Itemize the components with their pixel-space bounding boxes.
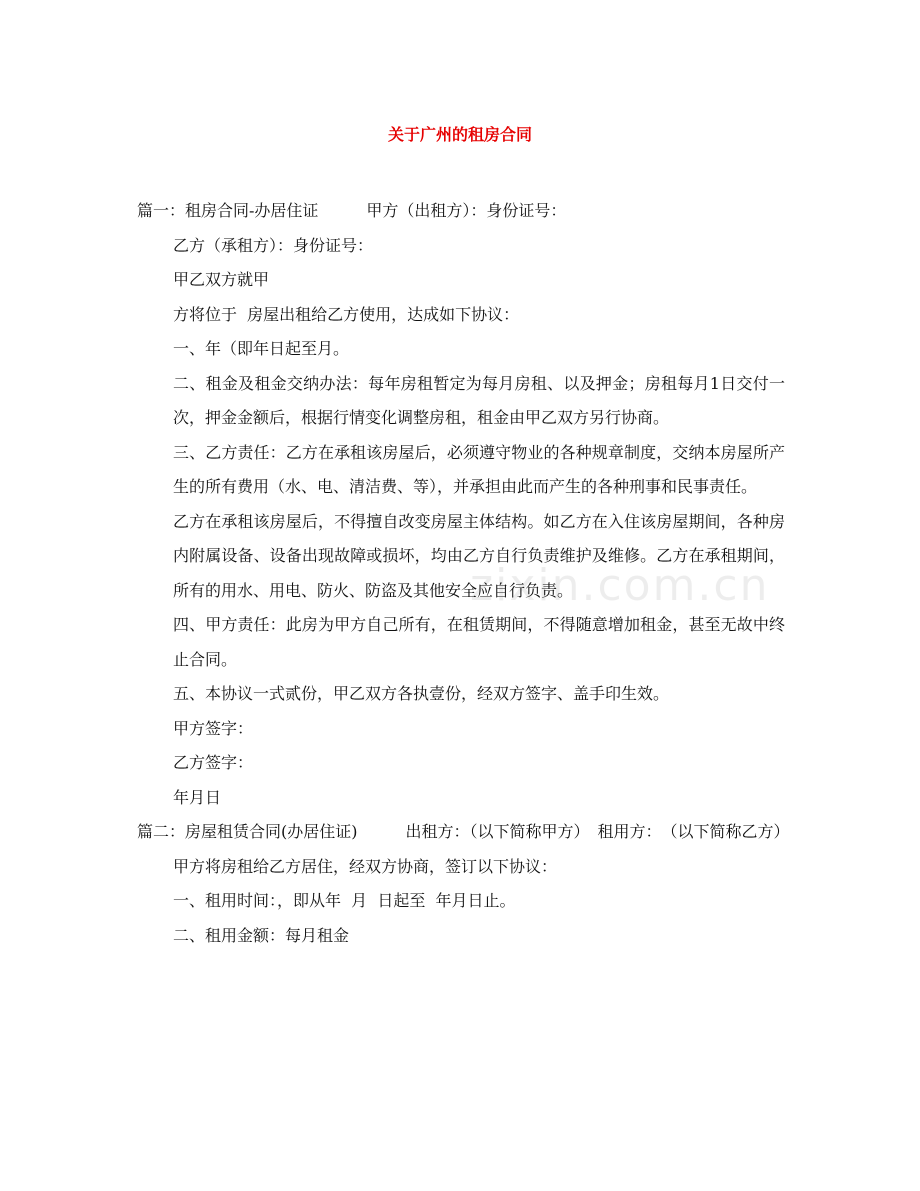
clause-2: 二、租金及租金交纳办法：每年房租暂定为每月房租、以及押金；房租每月1日交付一次，押金金额后，根据行情变化调整房租，租金由甲乙双方另行协商。: [173, 373, 785, 427]
party-b-signature: 乙方签字：: [173, 753, 254, 772]
watermark: zixin.com.cn: [470, 560, 770, 611]
clause-2: 二、租用金额：每月租金: [173, 925, 350, 945]
signature-date: 年月日: [173, 787, 222, 807]
paragraph: 甲乙双方就甲: [173, 270, 270, 289]
paragraph: 甲方将房租给乙方居住，经双方协商，签订以下协议：: [173, 856, 558, 876]
paragraph: 方将位于 房屋出租给乙方使用，达成如下协议：: [173, 304, 520, 324]
section-heading-2: 篇二：房屋租赁合同(办居住证) 出租方：（以下简称甲方） 租用方： （以下简称乙方）: [137, 822, 790, 841]
document-title: 关于广州的租房合同: [387, 125, 532, 144]
section-heading-1: 篇一：租房合同-办居住证 甲方（出租方）：身份证号：: [137, 201, 567, 220]
clause-1: 一、租用时间：，即从年 月 日起至 年月日止。: [173, 891, 516, 910]
party-a-signature: 甲方签字：: [173, 718, 254, 738]
clause-5: 五、本协议一式贰份，甲乙双方各执壹份，经双方签字、盖手印生效。: [173, 684, 670, 703]
paragraph: 乙方（承租方）：身份证号：: [173, 235, 374, 255]
clause-3: 三、乙方责任：乙方在承租该房屋后，必须遵守物业的各种规章制度，交纳本房屋所产生的所有费用（水、电、清洁费、等），并承担由此而产生的各种刑事和民事责任。: [173, 442, 785, 496]
clause-4: 四、甲方责任：此房为甲方自己所有，在租赁期间，不得随意增加租金，甚至无故中终止合同。: [173, 615, 785, 669]
document-body: [137, 194, 790, 953]
clause-3-continued: 乙方在承租该房屋后，不得擅自改变房屋主体结构。如乙方在入住该房屋期间，各种房内附属设备、设备出现故障或损坏，均由乙方自行负责维护及维修。乙方在承租期间，所有的用水、用电、防火、防盗及其他安全应自行负责。: [173, 511, 785, 600]
clause-1: 一、年（即年日起至月。: [173, 339, 350, 358]
